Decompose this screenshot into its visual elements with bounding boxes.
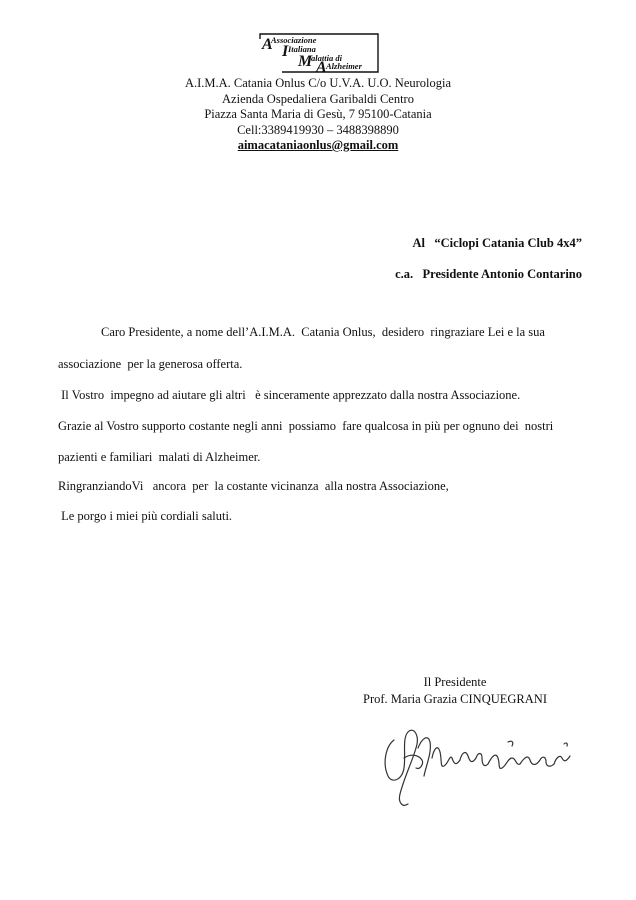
logo-line-2: Italiana — [288, 44, 316, 54]
body-line-6: RingranziandoVi ancora per la costante vicinanza alla nostra Associazione, — [58, 479, 449, 493]
logo-line-1: Associazione — [271, 35, 317, 45]
recipient-attention: c.a. Presidente Antonio Contarino — [395, 267, 582, 281]
recipient-block — [395, 236, 582, 282]
closing-title: Il Presidente — [423, 675, 487, 689]
logo-letter-a2: A — [316, 59, 327, 74]
letterhead-hospital: Azienda Ospedaliera Garibaldi Centro — [222, 91, 414, 106]
body-line-4: Grazie al Vostro supporto costante negli anni possiamo fare qualcosa in più per ognuno dei nostri — [58, 419, 554, 433]
body-line-3: Il Vostro impegno ad aiutare gli altri è sinceramente apprezzato dalla nostra Associazione. — [58, 388, 521, 402]
logo-letter-m: M — [298, 53, 313, 70]
body-line-2: associazione per la generosa offerta. — [58, 357, 243, 371]
letterhead-org: A.I.M.A. Catania Onlus C/o U.V.A. U.O. Neurologia — [184, 76, 452, 90]
association-logo — [258, 32, 380, 74]
letterhead-address: Piazza Santa Maria di Gesù, 7 95100-Catania — [204, 107, 432, 121]
body-line-1: Caro Presidente, a nome dell’A.I.M.A. Catania Onlus, desidero ringraziare Lei e la sua — [101, 325, 545, 339]
signature-graphic — [380, 718, 580, 813]
logo-graphic — [258, 32, 380, 74]
body-line-5: pazienti e familiari malati di Alzheimer. — [58, 450, 261, 464]
logo-letter-a: A — [262, 36, 273, 53]
logo-letter-i: I — [282, 43, 289, 60]
letterhead — [0, 76, 636, 154]
recipient-club: Al “Ciclopi Catania Club 4x4” — [412, 236, 582, 250]
closing-block — [340, 674, 570, 708]
logo-line-3: alattia di — [311, 53, 342, 63]
handwritten-signature — [380, 718, 580, 813]
letterhead-email[interactable]: aimacataniaonlus@gmail.com — [237, 138, 399, 152]
logo-line-4: Alzheimer — [326, 61, 362, 71]
body-line-7: Le porgo i miei più cordiali saluti. — [58, 509, 233, 523]
closing-name: Prof. Maria Grazia CINQUEGRANI — [363, 692, 547, 706]
letterhead-phone: Cell:3389419930 – 3488398890 — [237, 122, 399, 137]
